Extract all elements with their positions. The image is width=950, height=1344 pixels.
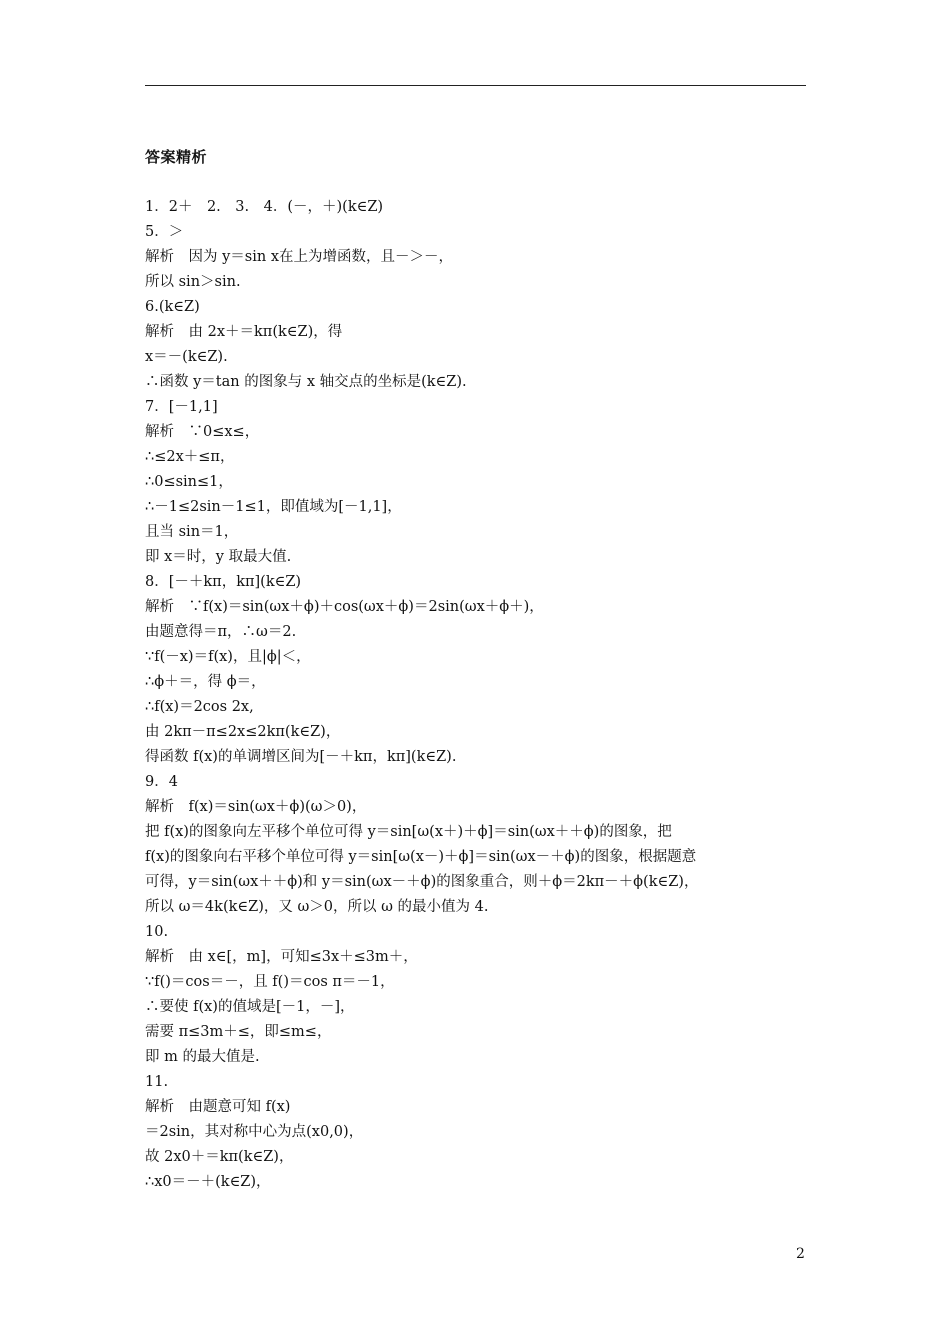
text-line: ∴≤2x＋≤π， [145,449,235,465]
header-rule [145,85,806,86]
text-line: 可得，y＝sin(ωx＋＋ϕ)和 y＝sin(ωx－＋ϕ)的图象重合，则＋ϕ＝2kπ－＋ϕ(k∈Z)， [145,874,699,890]
text-line: x＝－(k∈Z). [145,349,228,365]
text-line: ＝2sin，其对称中心为点(x0,0)， [145,1124,364,1140]
text-line: 1．2＋ 2. 3. 4．(－，＋)(k∈Z) [145,199,384,215]
page-number: 2 [796,1246,805,1262]
text-line: 故 2x0＋＝kπ(k∈Z)， [145,1149,294,1165]
text-line: 解析 由 2x＋＝kπ(k∈Z)，得 [145,324,343,340]
text-line: 所以 ω＝4k(k∈Z)，又 ω＞0，所以 ω 的最小值为 4. [145,899,489,915]
text-line: 解析 由题意可知 f(x) [145,1099,291,1115]
page-title: 答案精析 [145,148,208,166]
text-line: ∴要使 f(x)的值域是[－1，－]， [145,999,355,1015]
text-line: 所以 sin＞sin. [145,274,241,290]
text-line: ∴函数 y＝tan 的图象与 x 轴交点的坐标是(k∈Z). [145,374,467,390]
text-line: 由题意得＝π，∴ω＝2. [145,624,297,640]
text-line: ∴x0＝－＋(k∈Z)， [145,1174,271,1190]
text-line: 解析 由 x∈[，m]，可知≤3x＋≤3m＋， [145,949,418,965]
text-line: 需要 π≤3m＋≤，即≤m≤， [145,1024,332,1040]
text-line: f(x)的图象向右平移个单位可得 y＝sin[ω(x－)＋ϕ]＝sin(ωx－＋ϕ)的图象，根据题意 [145,849,697,865]
text-line: 6.(k∈Z) [145,299,200,315]
text-line: ∴ϕ＋＝，得 ϕ＝， [145,674,266,690]
text-line: 11. [145,1074,169,1090]
text-line: ∴f(x)＝2cos 2x, [145,699,254,715]
text-line: ∴－1≤2sin－1≤1，即值域为[－1,1]， [145,499,402,515]
text-line: 把 f(x)的图象向左平移个单位可得 y＝sin[ω(x＋)＋ϕ]＝sin(ωx＋＋ϕ)的图象，把 [145,824,672,840]
text-line: 得函数 f(x)的单调增区间为[－＋kπ，kπ](k∈Z). [145,749,457,765]
text-line: 且当 sin＝1， [145,524,239,540]
text-line: 7．[－1,1] [145,399,218,415]
text-line: ∴0≤sin≤1， [145,474,233,490]
text-line: 9．4 [145,774,178,790]
text-line: 解析 f(x)＝sin(ωx＋ϕ)(ω＞0)， [145,799,367,815]
text-line: 即 x＝时，y 取最大值. [145,549,292,565]
text-line: 5．＞ [145,224,184,240]
text-line: 8．[－＋kπ，kπ](k∈Z) [145,574,302,590]
text-line: 由 2kπ－π≤2x≤2kπ(k∈Z)， [145,724,341,740]
text-line: 解析 ∵0≤x≤， [145,424,260,440]
answer-body [145,195,815,1195]
text-line: 即 m 的最大值是. [145,1049,260,1065]
text-line: 10. [145,924,169,940]
text-line: ∵f()＝cos＝－，且 f()＝cos π＝－1， [145,974,395,990]
text-line: ∵f(－x)＝f(x)，且|ϕ|＜， [145,649,311,665]
text-line: 解析 ∵f(x)＝sin(ωx＋ϕ)＋cos(ωx＋ϕ)＝2sin(ωx＋ϕ＋)， [145,599,544,615]
text-line: 解析 因为 y＝sin x在上为增函数，且－＞－， [145,249,454,265]
